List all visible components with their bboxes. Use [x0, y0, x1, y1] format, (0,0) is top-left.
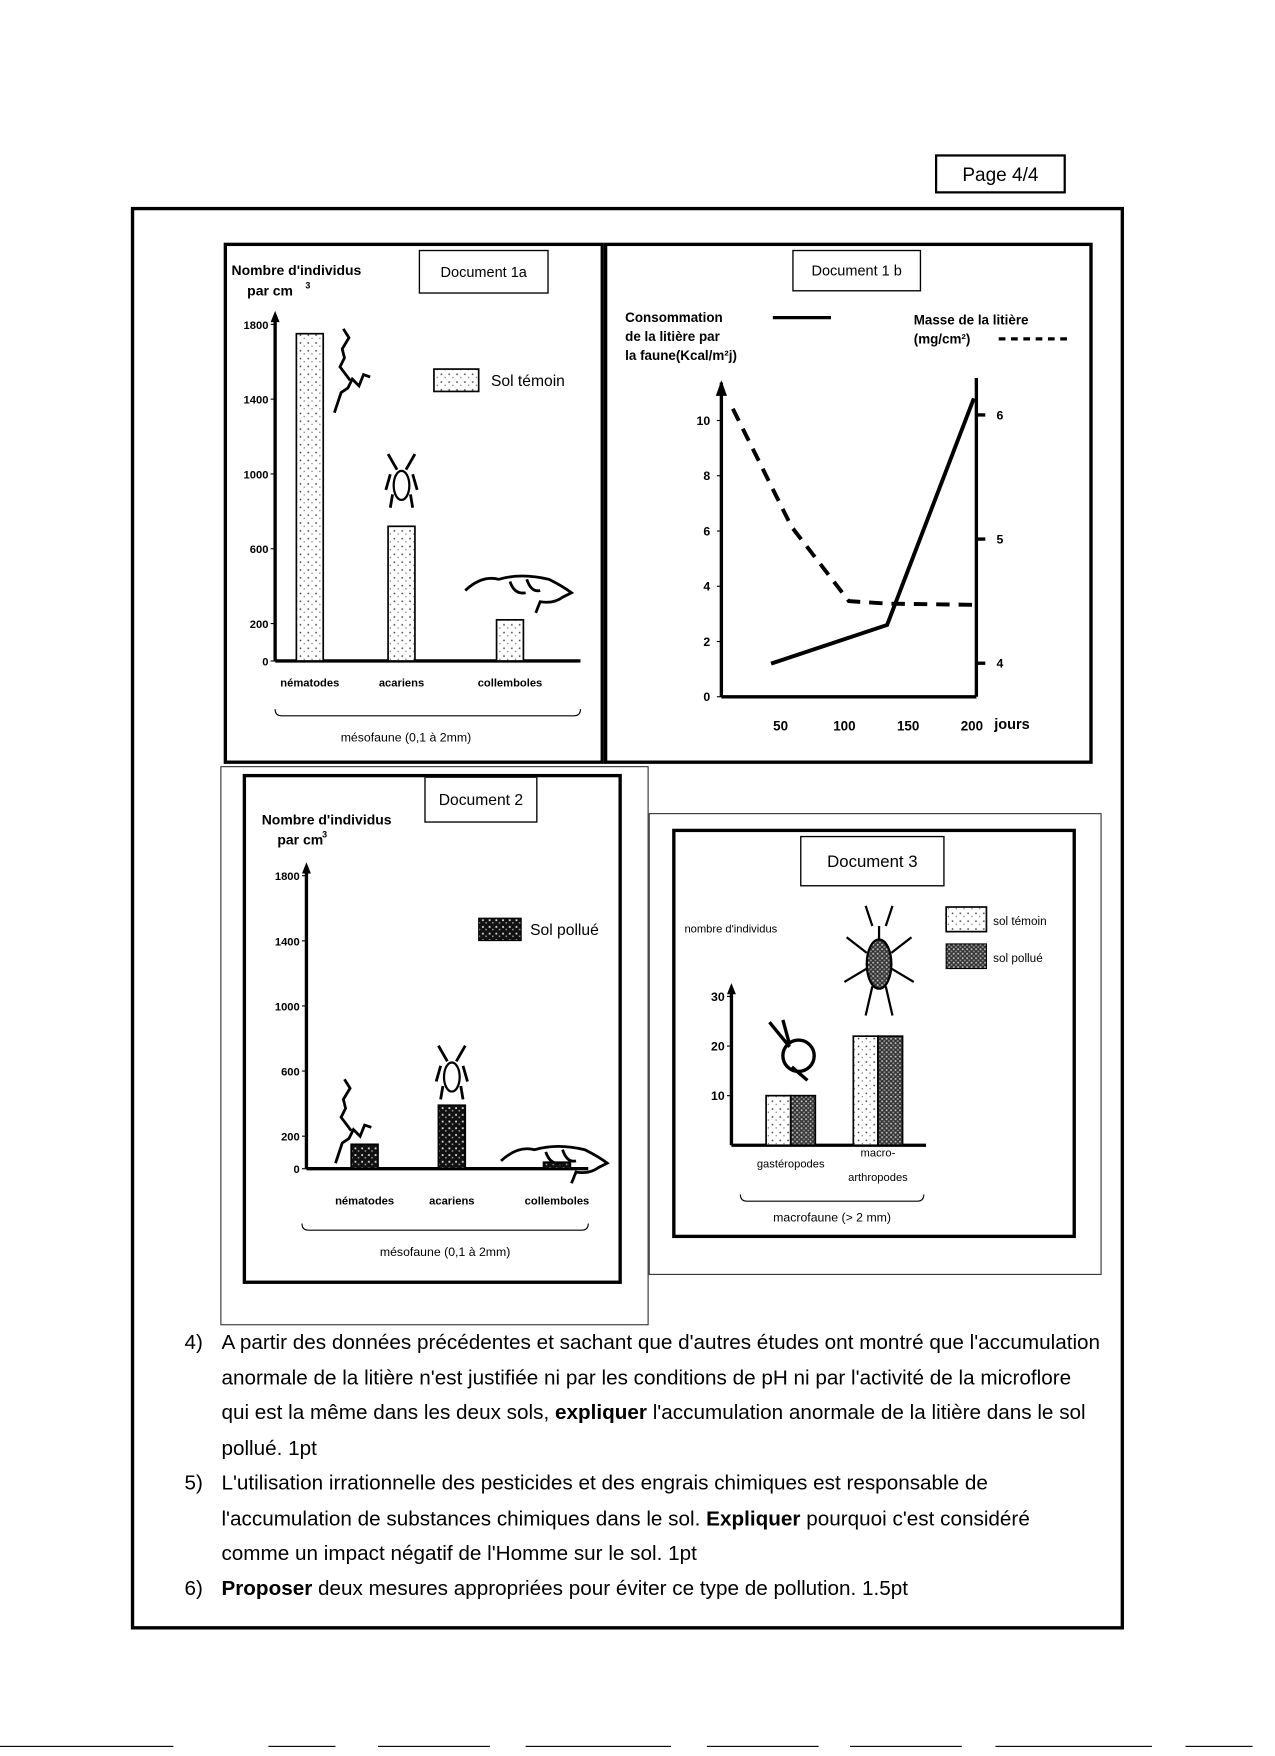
- question-keyword: Expliquer: [706, 1505, 801, 1530]
- footer-rule: [850, 1746, 962, 1747]
- document-1b: [604, 243, 1093, 764]
- x-tick-label: 100: [833, 718, 856, 734]
- category-label: nématodes: [335, 1195, 395, 1208]
- legend-swatch-sol-temoin: [946, 907, 986, 932]
- document-1a: [224, 243, 604, 764]
- bar: [766, 1096, 791, 1146]
- left-y-tick-label: 0: [703, 690, 711, 705]
- y-tick-label: 1400: [243, 394, 269, 407]
- group-brace: [740, 1194, 923, 1201]
- y-tick-label: 200: [249, 619, 269, 632]
- document-title: Document 2: [438, 792, 524, 810]
- question-text: [221, 1465, 1101, 1571]
- y-axis-title: par cm: [277, 831, 324, 848]
- series-line-consommation: [771, 398, 974, 663]
- right-y-tick-label: 5: [996, 532, 1004, 547]
- y-tick-label: 1800: [274, 871, 300, 884]
- document-title: Document 1 b: [811, 263, 902, 280]
- left-axis-title: la faune(Kcal/m²j): [625, 348, 737, 364]
- question-segment: l'accumulation anormale de la litière dans le sol pollué. 1pt: [221, 1400, 1086, 1459]
- y-tick-label: 600: [249, 544, 269, 557]
- right-axis-title: Masse de la litière: [913, 312, 1029, 328]
- legend-label: sol pollué: [993, 951, 1043, 965]
- left-y-tick-label: 10: [696, 413, 711, 428]
- question-number: 5): [184, 1470, 203, 1495]
- doc2-chart: [246, 777, 618, 1280]
- y-tick-label: 600: [281, 1066, 300, 1079]
- question-segment: pourquoi c'est considéré comme un impact négatif de l'Homme sur le sol. 1pt: [221, 1505, 1030, 1565]
- category-label: collemboles: [477, 677, 543, 690]
- bar: [351, 1144, 378, 1168]
- beetle-icon: [867, 939, 892, 988]
- legend-label: Sol témoin: [490, 372, 565, 390]
- group-label: mésofaune (0,1 à 2mm): [340, 730, 472, 745]
- legend-swatch-sol-temoin: [434, 369, 479, 391]
- y-axis-arrow-icon: [727, 983, 736, 994]
- page-number-label: Page 4/4: [935, 154, 1066, 193]
- footer-rule: [0, 1746, 173, 1747]
- bar: [497, 620, 524, 661]
- category-label: collemboles: [524, 1195, 590, 1208]
- question-6: [185, 1570, 1102, 1605]
- left-y-tick-label: 8: [703, 469, 711, 484]
- x-tick-label: 150: [896, 718, 920, 734]
- question-number: 6): [184, 1575, 203, 1600]
- y-tick-label: 30: [711, 989, 725, 1004]
- y-tick-label: 20: [711, 1039, 725, 1054]
- y-tick-label: 1000: [243, 469, 269, 482]
- question-keyword: Proposer: [221, 1575, 313, 1600]
- footer-rule: [378, 1746, 490, 1747]
- left-y-tick-label: 4: [703, 579, 711, 594]
- y-axis-arrow-icon: [302, 862, 311, 873]
- footer-rule: [995, 1746, 1152, 1747]
- doc1a-chart: [227, 246, 601, 760]
- y-tick-label: 1000: [274, 1001, 300, 1014]
- group-label: macrofaune (> 2 mm): [773, 1210, 892, 1225]
- y-tick-label: 0: [293, 1164, 300, 1177]
- y-tick-label: 10: [711, 1089, 725, 1104]
- y-axis-arrow-icon: [271, 311, 280, 322]
- footer-rule: [268, 1746, 335, 1747]
- document-title: Document 3: [827, 852, 918, 872]
- mite-icon: [394, 471, 410, 500]
- nematode-icon: [334, 329, 370, 413]
- bar: [791, 1096, 816, 1146]
- bar: [438, 1105, 465, 1168]
- right-y-tick-label: 4: [996, 656, 1004, 671]
- x-tick-label: 50: [773, 718, 789, 734]
- legend-swatch-sol-pollue: [946, 944, 986, 969]
- springtail-icon: [465, 576, 571, 613]
- category-label: macro-: [860, 1147, 896, 1160]
- y-axis-title-sup: 3: [322, 829, 328, 840]
- y-axis-title: Nombre d'individus: [231, 262, 362, 279]
- question-5: [185, 1465, 1102, 1571]
- question-text: [221, 1570, 1101, 1605]
- left-axis-title: de la litière par: [625, 329, 720, 345]
- y-tick-label: 1800: [243, 319, 269, 332]
- legend-label: Sol pollué: [530, 921, 599, 939]
- bar: [388, 526, 415, 661]
- y-tick-label: 200: [281, 1131, 300, 1144]
- legend-swatch-sol-pollue: [479, 918, 521, 940]
- document-3: [672, 829, 1076, 1238]
- y-tick-label: 0: [262, 656, 269, 669]
- group-label: mésofaune (0,1 à 2mm): [379, 1244, 511, 1259]
- right-y-tick-label: 6: [996, 408, 1004, 423]
- legend-label: sol témoin: [993, 914, 1047, 928]
- category-label: nématodes: [280, 677, 340, 690]
- left-y-tick-label: 6: [703, 524, 711, 539]
- doc3-chart: [676, 832, 1073, 1235]
- doc1b-chart: [607, 246, 1089, 760]
- category-label: gastéropodes: [756, 1158, 825, 1171]
- bar: [878, 1036, 903, 1145]
- y-axis-title-sup: 3: [305, 280, 311, 291]
- y-axis-title: nombre d'individus: [684, 923, 778, 936]
- bar: [853, 1036, 878, 1145]
- document-2: [243, 774, 622, 1284]
- category-label: arthropodes: [848, 1172, 908, 1185]
- footer-rule: [526, 1746, 671, 1747]
- footer-rule: [1186, 1746, 1253, 1747]
- footer-rule: [707, 1746, 819, 1747]
- question-keyword: expliquer: [554, 1400, 647, 1424]
- x-tick-label: 200: [960, 718, 984, 734]
- question-segment: A partir des données précédentes et sachant que d'autres études ont montré que l'accumulation anormale de la litière n'est justifiée ni par les conditions de pH ni par l'activité de la microflore qui est la même dans les deux sols,: [221, 1329, 1101, 1424]
- left-axis-arrow-icon: [716, 380, 727, 396]
- question-segment: deux mesures appropriées pour éviter ce type de pollution. 1.5pt: [312, 1575, 909, 1600]
- group-brace: [302, 1224, 588, 1231]
- y-axis-title: Nombre d'individus: [261, 811, 392, 828]
- category-label: acariens: [429, 1195, 475, 1208]
- x-axis-unit: jours: [994, 717, 1030, 734]
- question-number: 4): [184, 1329, 203, 1354]
- category-label: acariens: [378, 677, 425, 690]
- right-axis-title: (mg/cm²): [913, 331, 971, 347]
- document-title: Document 1a: [440, 264, 527, 281]
- left-axis-title: Consommation: [625, 310, 723, 326]
- y-tick-label: 1400: [274, 936, 300, 949]
- left-y-tick-label: 2: [703, 634, 711, 649]
- series-line-masse-litiere: [733, 409, 977, 605]
- bar: [296, 334, 323, 661]
- question-text: [221, 1324, 1101, 1465]
- mite-icon: [444, 1062, 460, 1091]
- group-brace: [275, 709, 580, 716]
- question-4: [185, 1324, 1102, 1465]
- y-axis-title: par cm: [247, 282, 293, 299]
- question-segment: L'utilisation irrationnelle des pesticides et des engrais chimiques est responsable de l'accumulation de substances chimiques dans le sol.: [221, 1470, 988, 1530]
